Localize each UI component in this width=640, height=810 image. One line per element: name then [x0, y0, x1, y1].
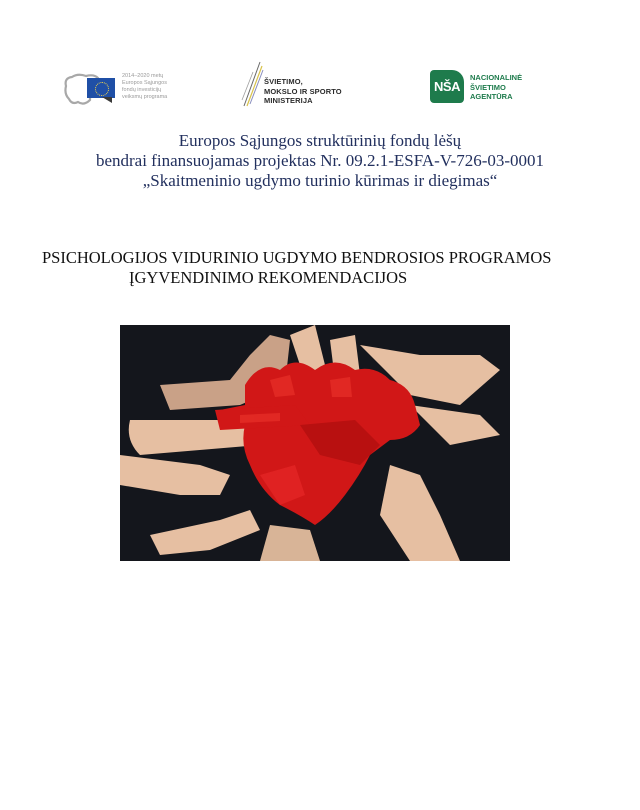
project-line-number: bendrai finansuojamas projektas Nr. 09.2.1-ESFA-V-726-03-0001: [95, 151, 545, 170]
project-line-name: „Skaitmeninio ugdymo turinio kūrimas ir diegimas“: [142, 171, 498, 190]
ministry-caption-line: MINISTERIJA: [264, 96, 313, 105]
eu-funds-caption: [122, 73, 167, 101]
eu-caption-line: veiksmų programa: [122, 94, 168, 100]
ministry-logo: [240, 60, 370, 110]
flag-tail-icon: [102, 97, 112, 103]
eu-caption-line: Europos Sąjungos: [122, 80, 167, 86]
project-line-funding: Europos Sąjungos struktūrinių fondų lėšų: [178, 131, 462, 150]
nsa-caption-line: AGENTŪRA: [470, 92, 513, 101]
ministry-caption-line: ŠVIETIMO,: [264, 77, 303, 86]
document-title: [42, 248, 602, 288]
eu-caption-line: 2014–2020 metų: [122, 73, 164, 79]
ministry-caption-line: MOKSLO IR SPORTO: [264, 86, 342, 96]
nsa-logo: [430, 70, 550, 106]
nsa-caption-line: ŠVIETIMO: [470, 82, 506, 92]
eu-stars-icon: [95, 82, 109, 96]
title-line-1: PSICHOLOGIJOS VIDURINIO UGDYMO BENDROSIOS PROGRAMOS: [42, 248, 552, 267]
hands-heart-image: [120, 325, 510, 561]
nsa-caption: [470, 73, 522, 102]
nsa-badge-icon: NŠA: [430, 70, 464, 103]
nsa-caption-line: NACIONALINĖ: [470, 73, 523, 82]
eu-caption-line: fondų investicijų: [122, 87, 162, 93]
eu-flag-icon: [87, 78, 115, 98]
ministry-caption: [264, 77, 342, 106]
title-line-2: ĮGYVENDINIMO REKOMENDACIJOS: [129, 268, 408, 287]
cover-photo: [120, 325, 510, 561]
project-header: [0, 131, 640, 191]
eu-funds-logo: [62, 70, 192, 110]
